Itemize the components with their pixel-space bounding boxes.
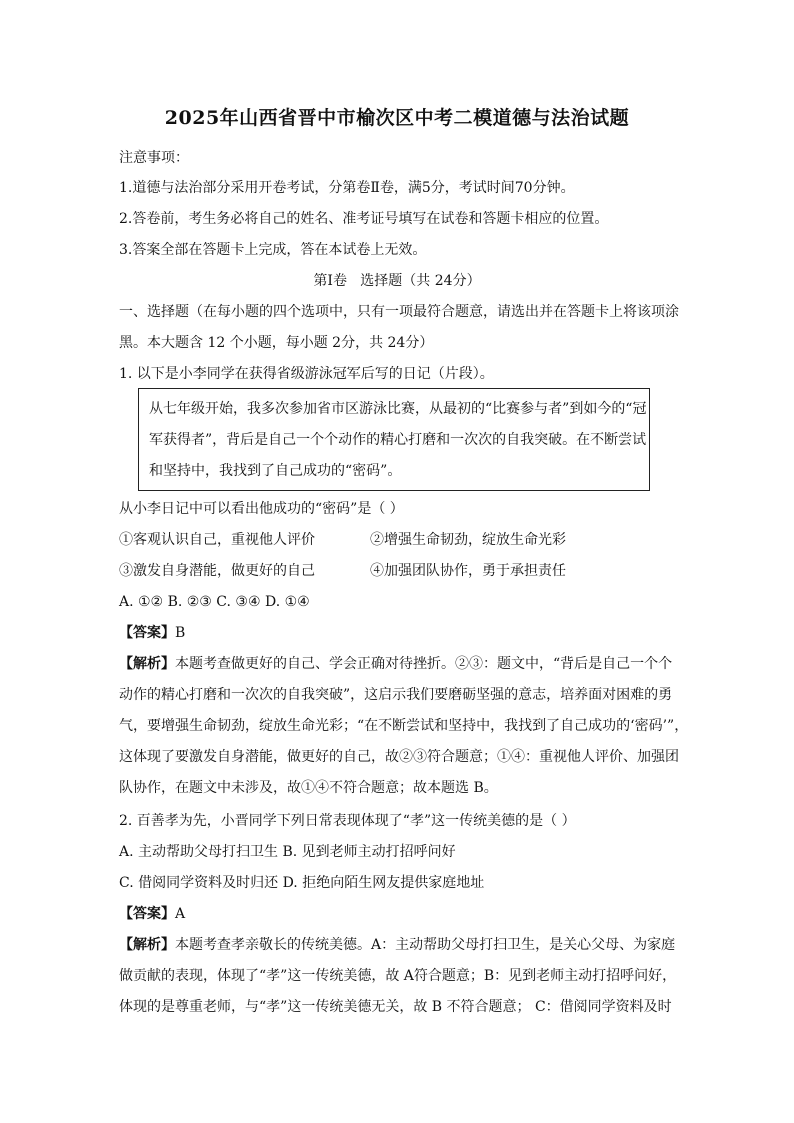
q1-analysis-line-2: 动作的精心打磨和一次次的自我突破”，这启示我们要磨砺坚强的意志，培养面对困难的勇 <box>119 687 673 703</box>
q2-options-line-2: C. 借阅同学资料及时归还 D. 拒绝向陌生网友提供家庭地址 <box>119 875 485 891</box>
notice-heading: 注意事项： <box>119 150 189 166</box>
answer-tag: 【答案】 <box>119 625 175 641</box>
answer-value: A <box>175 906 186 922</box>
notice-item-2: 2.答卷前，考生务必将自己的姓名、准考证号填写在试卷和答题卡相应的位置。 <box>119 211 609 227</box>
q2-analysis-line-2: 做贡献的表现，体现了“孝”这一传统美德，故 A符合题意；B：见到老师主动打招呼问好， <box>119 968 677 984</box>
section-intro-line-1: 一、选择题（在每小题的四个选项中，只有一项最符合题意，请选出并在答题卡上将该项涂 <box>119 304 679 320</box>
section-heading: 第Ⅰ卷 选择题（共 24分） <box>313 273 481 289</box>
diary-line-3: 和坚持中，我找到了自己成功的“密码”。 <box>149 463 402 479</box>
q1-options: A. ①② B. ②③ C. ③④ D. ①④ <box>119 594 310 610</box>
analysis-text: 本题考查做更好的自己、学会正确对待挫折。②③：题文中，“背后是自己一个个 <box>175 656 673 672</box>
analysis-text: 本题考查孝亲敬长的传统美德。A：主动帮助父母打扫卫生，是关心父母、为家庭 <box>175 937 676 953</box>
notice-item-3: 3.答案全部在答题卡上完成，答在本试卷上无效。 <box>119 242 427 258</box>
q1-analysis-line-1 <box>119 654 672 674</box>
q2-answer <box>119 904 185 924</box>
page-title: 2025年山西省晋中市榆次区中考二模道德与法治试题 <box>164 107 630 129</box>
q1-answer <box>119 623 185 643</box>
diary-line-1: 从七年级开始，我多次参加省市区游泳比赛，从最初的“比赛参与者”到如今的“冠 <box>149 401 647 417</box>
diary-line-2: 军获得者”，背后是自己一个个动作的精心打磨和一次次的自我突破。在不断尝试 <box>149 432 647 448</box>
q1-statement-2: ②增强生命韧劲，绽放生命光彩 <box>370 532 566 548</box>
q2-options-line-1: A. 主动帮助父母打扫卫生 B. 见到老师主动打招呼问好 <box>119 844 456 860</box>
q2-stem: 2. 百善孝为先，小晋同学下列日常表现体现了“孝”这一传统美德的是（ ） <box>119 813 576 829</box>
q1-statement-3: ③激发自身潜能，做更好的自己 <box>119 563 315 579</box>
q1-statement-4: ④加强团队协作，勇于承担责任 <box>370 563 566 579</box>
answer-tag: 【答案】 <box>119 906 175 922</box>
section-intro-line-2: 黑。本大题含 12 个小题，每小题 2分，共 24分） <box>119 335 434 351</box>
q2-analysis-line-1 <box>119 935 675 955</box>
q1-analysis-line-4: 这体现了要激发自身潜能，做更好的自己，故②③符合题意；①④：重视他人评价、加强团 <box>119 749 679 765</box>
notice-item-1: 1.道德与法治部分采用开卷考试，分第卷Ⅱ卷，满5分，考试时间70分钟。 <box>119 180 575 196</box>
analysis-tag: 【解析】 <box>119 656 175 672</box>
q2-analysis-line-3: 体现的是尊重老师，与“孝”这一传统美德无关，故 B 不符合题意； C：借阅同学资料及时 <box>119 999 672 1015</box>
diary-excerpt-box <box>138 388 650 491</box>
analysis-tag: 【解析】 <box>119 937 175 953</box>
q1-question: 从小李日记中可以看出他成功的“密码”是（ ） <box>119 501 404 517</box>
q1-analysis-line-3: 气，要增强生命韧劲，绽放生命光彩；“在不断尝试和坚持中，我找到了自己成功的‘密码’”， <box>119 718 689 734</box>
q1-stem: 1. 以下是小李同学在获得省级游泳冠军后写的日记（片段）。 <box>119 366 494 382</box>
answer-value: B <box>175 625 186 641</box>
q1-statement-1: ①客观认识自己，重视他人评价 <box>119 532 315 548</box>
q1-analysis-line-5: 队协作，在题文中未涉及，故①④不符合题意；故本题选 B。 <box>119 780 498 796</box>
